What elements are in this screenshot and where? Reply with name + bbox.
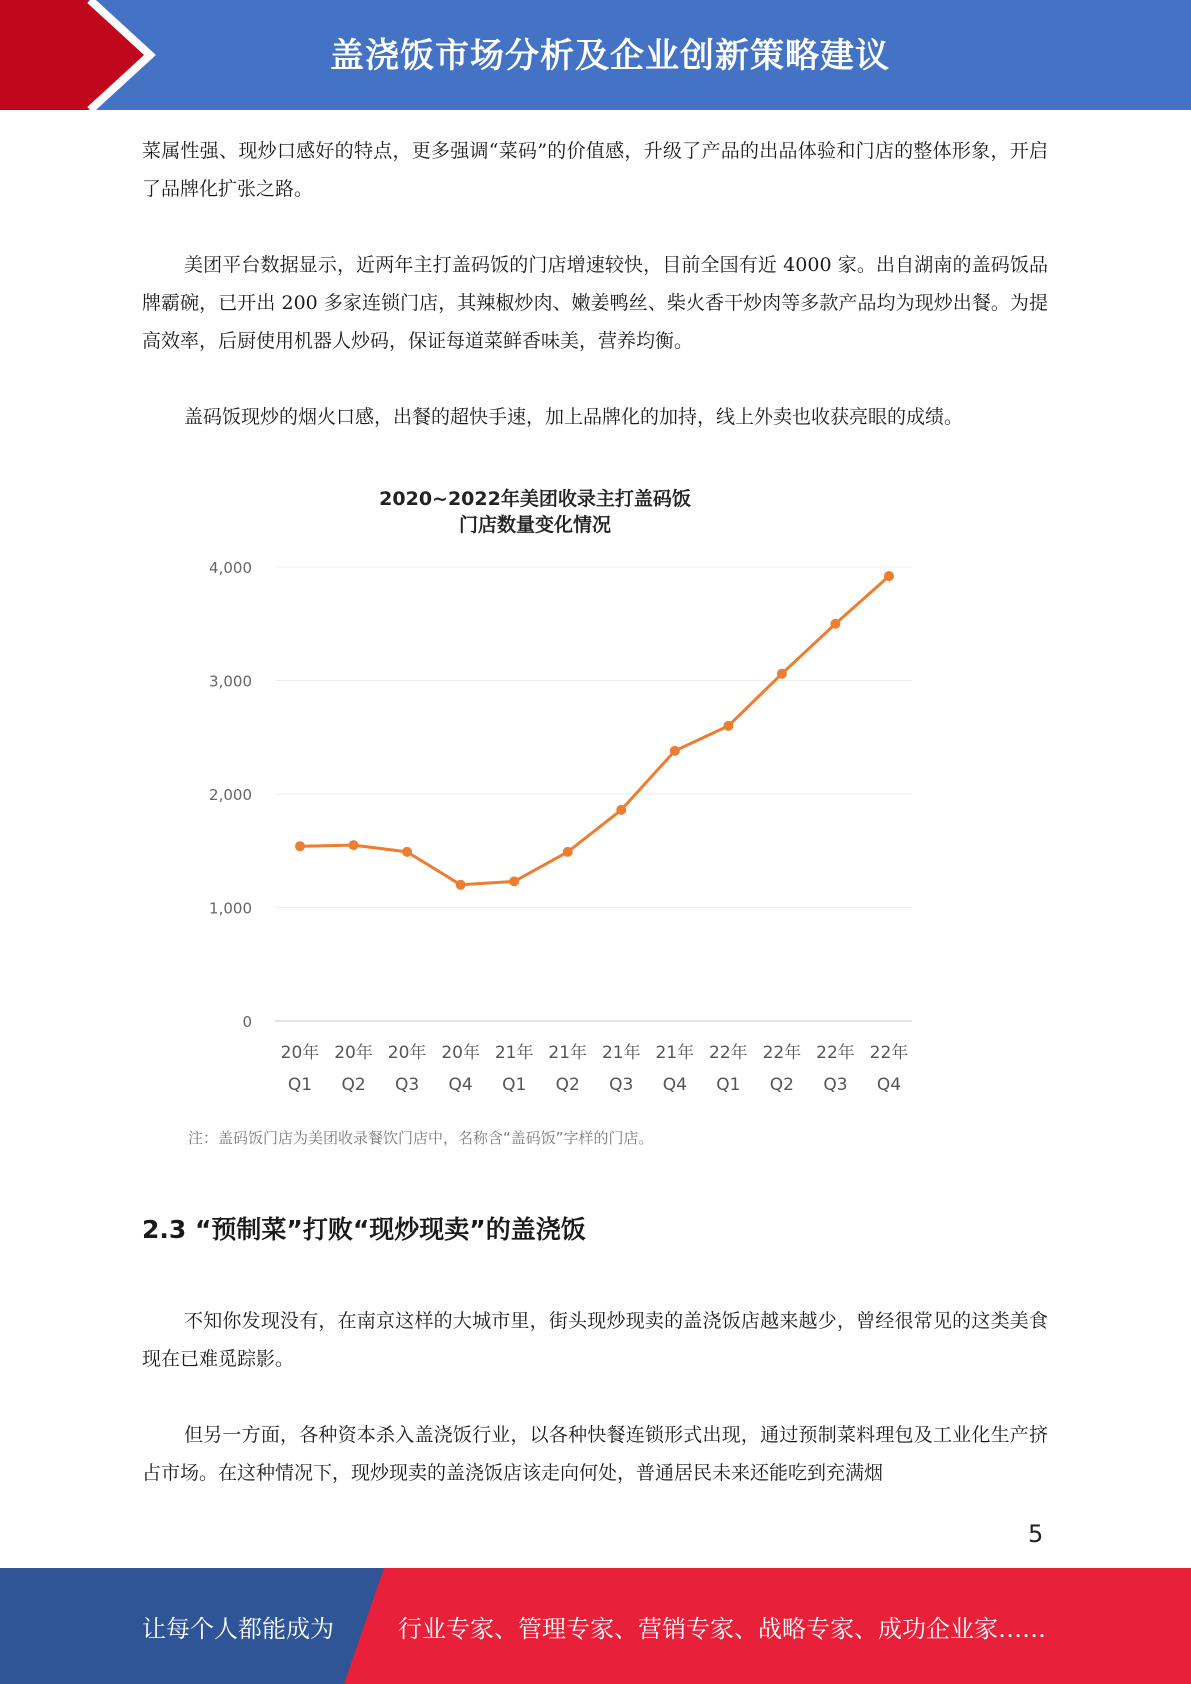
x-tick-label-year: 21年 [655, 1043, 695, 1063]
y-tick-label: 3,000 [209, 672, 252, 691]
data-point [509, 876, 519, 886]
x-tick-label-quarter: Q3 [394, 1075, 420, 1095]
x-tick-label-year: 21年 [494, 1043, 534, 1063]
data-point [616, 805, 626, 815]
page-number: 5 [1028, 1520, 1044, 1548]
x-tick-label-quarter: Q1 [716, 1075, 741, 1095]
data-point [777, 669, 787, 679]
x-tick-label-year: 20年 [387, 1043, 427, 1063]
data-point [563, 847, 573, 857]
x-tick-label-year: 22年 [709, 1043, 748, 1063]
x-tick-label-year: 22年 [762, 1043, 802, 1063]
x-tick-label-year: 20年 [280, 1043, 320, 1063]
paragraph-4: 不知你发现没有，在南京这样的大城市里，街头现炒现卖的盖浇饭店越来越少，曾经很常见的这类美食现在已难觅踪影。 [142, 1310, 1048, 1370]
y-tick-label: 1,000 [209, 899, 252, 918]
data-point [402, 847, 412, 857]
x-tick-label-quarter: Q2 [555, 1075, 580, 1095]
x-tick-label-year: 22年 [869, 1043, 909, 1063]
document-title: 盖浇饭市场分析及企业创新策略建议 [330, 36, 890, 76]
x-tick-label-quarter: Q4 [448, 1075, 473, 1095]
x-tick-label-year: 21年 [548, 1043, 588, 1063]
chart-title-line-1: 2020~2022年美团收录主打盖码饭 [379, 488, 691, 510]
data-point [884, 571, 894, 581]
series-line [300, 576, 889, 885]
x-tick-label-quarter: Q2 [341, 1075, 366, 1095]
section-heading: 2.3 “预制菜”打败“现炒现卖”的盖浇饭 [142, 1215, 586, 1244]
x-tick-label-quarter: Q2 [769, 1075, 795, 1095]
data-point [295, 841, 305, 851]
x-tick-label-year: 20年 [334, 1043, 373, 1063]
x-tick-label-quarter: Q3 [823, 1075, 848, 1095]
paragraph-5: 但另一方面，各种资本杀入盖浇饭行业，以各种快餐连锁形式出现，通过预制菜料理包及工业化生产挤占市场。在这种情况下，现炒现卖的盖浇饭店该走向何处，普通居民未来还能吃到充满烟 [142, 1424, 1048, 1484]
x-tick-label-quarter: Q1 [502, 1075, 527, 1095]
data-point [830, 619, 840, 629]
x-tick-label-quarter: Q4 [876, 1075, 902, 1095]
footer-slogan-right: 行业专家、管理专家、营销专家、战略专家、成功企业家…… [398, 1614, 1046, 1643]
x-tick-label-quarter: Q4 [662, 1075, 687, 1095]
x-tick-label-quarter: Q1 [287, 1075, 313, 1095]
data-point [670, 746, 680, 756]
data-point [456, 880, 466, 890]
data-point [349, 840, 359, 850]
y-tick-label: 2,000 [209, 786, 252, 804]
y-tick-label: 4,000 [209, 559, 252, 577]
chart-title-line-2: 门店数量变化情况 [458, 514, 611, 536]
chart-note: 注：盖码饭门店为美团收录餐饮门店中，名称含“盖码饭”字样的门店。 [188, 1129, 654, 1147]
x-tick-label-year: 21年 [601, 1043, 641, 1063]
paragraph-1: 菜属性强、现炒口感好的特点，更多强调“菜码”的价值感，升级了产品的出品体验和门店的整体形象，开启了品牌化扩张之路。 [142, 140, 1048, 200]
x-tick-label-quarter: Q3 [609, 1075, 634, 1095]
page-footer [0, 1568, 1191, 1684]
x-tick-label-year: 20年 [441, 1043, 480, 1063]
paragraph-2: 美团平台数据显示，近两年主打盖码饭的门店增速较快，目前全国有近 4000 家。出自湖南的盖码饭品牌霸碗，已开出 200 多家连锁门店，其辣椒炒肉、嫩姜鸭丝、柴火香干炒肉等多款产品均为现炒出餐。为提高效率，后厨使用机器人炒码，保证每道菜鲜香味美，营养均衡。 [142, 254, 1048, 352]
footer-slogan-left: 让每个人都能成为 [142, 1614, 334, 1643]
paragraph-3: 盖码饭现炒的烟火口感，出餐的超快手速，加上品牌化的加持，线上外卖也收获亮眼的成绩。 [184, 406, 964, 428]
x-tick-label-year: 22年 [816, 1043, 855, 1063]
data-point [723, 721, 733, 731]
y-tick-label: 0 [242, 1013, 252, 1031]
